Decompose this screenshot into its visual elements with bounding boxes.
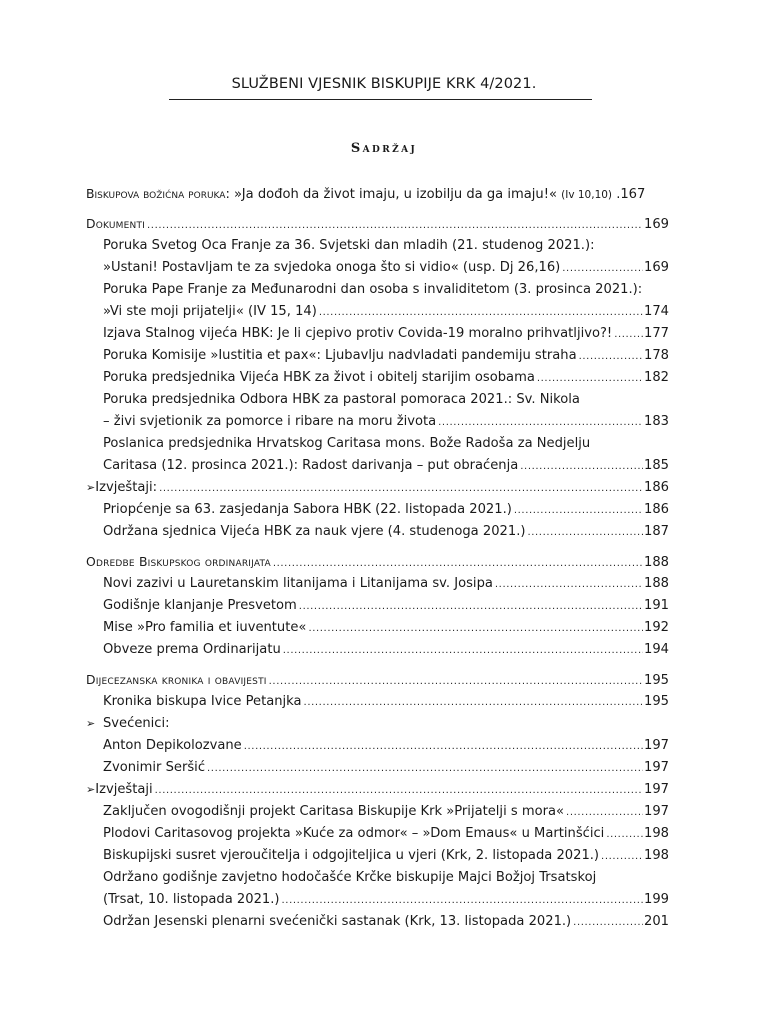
page-number: 183 (644, 414, 669, 429)
toc-entry[interactable]: Priopćenje sa 63. zasjedanja Sabora HBK (22. listopada 2021.) ..... 186 (86, 499, 669, 521)
page-number: 186 (644, 502, 669, 517)
toc-entry[interactable]: »Vi ste moji prijatelji« (IV 15, 14) ..... 174 (86, 301, 669, 323)
toc-entry-intro[interactable] (86, 183, 669, 205)
intro-ref: (Iv 10,10) (561, 189, 613, 201)
toc-entry[interactable]: – živi svjetionik za pomorce i ribare na moru života ..... 183 (86, 411, 669, 433)
toc-entry[interactable]: Novi zazivi u Lauretanskim litanijama i Litanijama sv. Josipa ..... 188 (86, 573, 669, 595)
page-number: 177 (644, 326, 669, 341)
toc-entry[interactable]: Poruka Svetog Oca Franje za 36. Svjetski dan mladih (21. studenog 2021.): (103, 238, 595, 253)
page-number: 188 (644, 576, 669, 591)
toc-entry[interactable]: Zaključen ovogodišnji projekt Caritasa Biskupije Krk »Prijatelji s mora« ..... 197 (86, 801, 669, 823)
intro-text: : »Ja dođoh da život imaju, u izobilju da ga imaju!« (225, 187, 562, 202)
toc-entry[interactable]: Poruka Pape Franje za Međunarodni dan osoba s invaliditetom (3. prosinca 2021.): (103, 282, 643, 297)
page-number: 169 (644, 217, 669, 232)
arrow-bullet-icon: ➢ (86, 481, 96, 494)
toc-entry[interactable]: Godišnje klanjanje Presvetom ..... 191 (86, 595, 669, 617)
table-of-contents (86, 183, 669, 933)
page-number: 198 (644, 826, 669, 841)
page-number: 169 (644, 260, 669, 275)
toc-section-dokumenti[interactable] (86, 213, 669, 235)
journal-header-title: SLUŽBENI VJESNIK BISKUPIJE KRK 4/2021. (231, 76, 537, 92)
toc-entry[interactable]: Održano godišnje zavjetno hodočašće Krčke biskupije Majci Božjoj Trsatskoj (103, 870, 597, 885)
arrow-bullet-icon: ➢ (86, 717, 96, 730)
header-rule (169, 99, 592, 100)
toc-entry[interactable]: Obveze prema Ordinarijatu ..... 194 (86, 639, 669, 661)
toc-entry[interactable]: Zvonimir Seršić ..... 197 (86, 757, 669, 779)
toc-entry[interactable]: Poruka predsjednika Odbora HBK za pastoral pomoraca 2021.: Sv. Nikola (103, 392, 580, 407)
toc-entry[interactable]: Održana sjednica Vijeća HBK za nauk vjere (4. studenoga 2021.) ..... 187 (86, 521, 669, 543)
page-number: 194 (644, 642, 669, 657)
toc-entry[interactable]: Kronika biskupa Ivice Petanjka ..... 195 (86, 691, 669, 713)
page-number: 187 (644, 524, 669, 539)
section-label: Dokumenti (86, 216, 146, 231)
page-number: 201 (644, 914, 669, 929)
toc-entry[interactable]: Poslanica predsjednika Hrvatskog Caritasa mons. Bože Radoša za Nedjelju (103, 436, 591, 451)
page-number: 195 (644, 694, 669, 709)
intro-label: Biskupova božićna poruka (86, 186, 226, 201)
page-number: 197 (644, 782, 669, 797)
toc-entry[interactable]: (Trsat, 10. listopada 2021.) ..... 199 (86, 889, 669, 911)
contents-title: Sadržaj (350, 141, 418, 156)
toc-entry[interactable]: Anton Depikolozvane ..... 197 (86, 735, 669, 757)
page-number: 195 (644, 673, 669, 688)
toc-entry[interactable]: Izjava Stalnog vijeća HBK: Je li cjepivo protiv Covida-19 moralno prihvatljivo?! ..... 177 (86, 323, 669, 345)
toc-entry[interactable]: Biskupijski susret vjeroučitelja i odgojiteljica u vjeri (Krk, 2. listopada 2021.) ..... 198 (86, 845, 669, 867)
page-number: 191 (644, 598, 669, 613)
intro-page: .167 (612, 187, 646, 202)
toc-entry[interactable]: »Ustani! Postavljam te za svjedoka onoga što si vidio« (usp. Dj 26,16) ..... 169 (86, 257, 669, 279)
page-number: 188 (644, 555, 669, 570)
page-number: 192 (644, 620, 669, 635)
toc-entry[interactable]: Poruka Komisije »Iustitia et pax«: Ljubavlju nadvladati pandemiju straha ..... 178 (86, 345, 669, 367)
toc-section-odredbe[interactable] (86, 551, 669, 573)
section-label: Dijecezanska kronika i obavijesti (86, 672, 267, 687)
page-number: 178 (644, 348, 669, 363)
page-number: 197 (644, 760, 669, 775)
toc-entry[interactable]: Održan Jesenski plenarni svećenički sastanak (Krk, 13. listopada 2021.) ..... 201 (86, 911, 669, 933)
toc-entry[interactable]: Plodovi Caritasovog projekta »Kuće za odmor« – »Dom Emaus« u Martinšćici ..... 198 (86, 823, 669, 845)
page-number: 197 (644, 804, 669, 819)
toc-entry[interactable]: Mise »Pro familia et iuventute« ..... 192 (86, 617, 669, 639)
toc-entry[interactable]: Caritasa (12. prosinca 2021.): Radost darivanja – put obraćenja ..... 185 (86, 455, 669, 477)
toc-subsection-izvjestaji[interactable]: ➢ Izvještaji: ..... 186 (86, 477, 669, 499)
page-number: 186 (644, 480, 669, 495)
toc-section-kronika[interactable] (86, 669, 669, 691)
page-number: 174 (644, 304, 669, 319)
toc-subsection-svecenici[interactable]: ➢ Svećenici: (86, 713, 669, 735)
page-number: 199 (644, 892, 669, 907)
toc-entry[interactable]: Poruka predsjednika Vijeća HBK za život i obitelj starijim osobama ..... 182 (86, 367, 669, 389)
page-number: 185 (644, 458, 669, 473)
page-number: 198 (644, 848, 669, 863)
arrow-bullet-icon: ➢ (86, 783, 96, 796)
page-number: 182 (644, 370, 669, 385)
page-number: 197 (644, 738, 669, 753)
toc-subsection-izvjestaji-2[interactable]: ➢ Izvještaji ..... 197 (86, 779, 669, 801)
section-label: Odredbe Biskupskog ordinarijata (86, 554, 271, 569)
